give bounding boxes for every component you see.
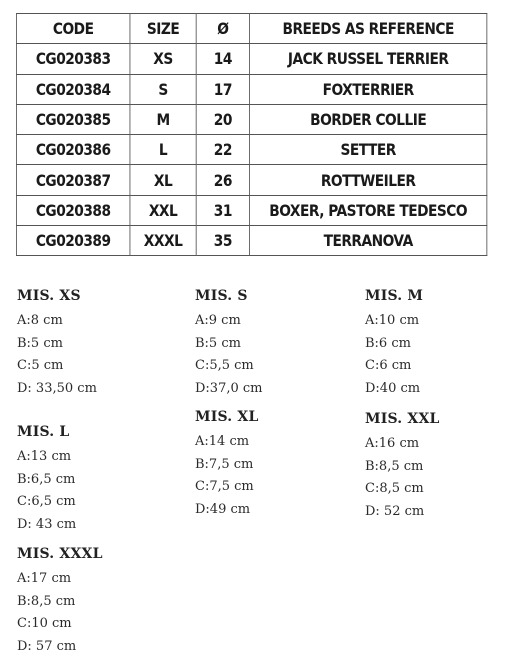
measure-c: C:7,5 cm (195, 479, 254, 494)
cell-breed: BORDER COLLIE (249, 104, 486, 134)
cell-diameter: 35 (196, 226, 249, 256)
cell-diameter: 26 (196, 165, 249, 195)
table-row (16, 226, 486, 256)
cell-code: CG020383 (16, 44, 130, 74)
measure-a: A:16 cm (365, 436, 420, 451)
measure-a: A:10 cm (365, 313, 420, 328)
cell-breed: SETTER (249, 135, 486, 165)
cell-diameter: 31 (196, 195, 249, 225)
measure-block-xl (195, 409, 259, 521)
cell-code: CG020385 (16, 104, 130, 134)
cell-size: XXXL (130, 226, 196, 256)
table-row (16, 195, 486, 225)
cell-breed: JACK RUSSEL TERRIER (249, 44, 486, 74)
measure-b: B:8,5 cm (17, 593, 76, 609)
cell-diameter: 17 (196, 74, 249, 104)
cell-code: CG020389 (16, 226, 130, 256)
measure-title: MIS. XXXL (17, 546, 103, 562)
header-diameter: Ø (196, 14, 249, 44)
size-table (16, 13, 487, 256)
measure-a: A:9 cm (195, 313, 241, 328)
table-row (16, 44, 486, 74)
cell-breed: TERRANOVA (249, 226, 486, 256)
measure-d: D:37,0 cm (195, 380, 263, 396)
measure-b: B:6,5 cm (17, 471, 76, 487)
cell-code: CG020387 (16, 165, 130, 195)
cell-size: XL (130, 165, 196, 195)
measure-d: D: 52 cm (365, 503, 425, 519)
measure-b: B:5 cm (17, 335, 63, 351)
measure-b: B:7,5 cm (195, 456, 254, 472)
table-row (16, 104, 486, 134)
measure-block-l (17, 424, 76, 536)
measure-block-m (365, 288, 423, 400)
measure-c: C:6,5 cm (17, 494, 76, 509)
table-header-row (16, 14, 486, 44)
measure-c: C:8,5 cm (365, 481, 424, 496)
cell-diameter: 14 (196, 44, 249, 74)
header-code: CODE (16, 14, 130, 44)
measure-c: C:5 cm (17, 358, 64, 373)
measure-a: A:17 cm (17, 571, 72, 586)
measure-d: D: 57 cm (17, 638, 77, 654)
measure-block-xxl (365, 411, 440, 523)
header-size: SIZE (130, 14, 196, 44)
measure-title: MIS. L (17, 424, 70, 440)
measure-d: D: 43 cm (17, 516, 77, 532)
measure-title: MIS. M (365, 288, 424, 304)
measure-a: A:14 cm (195, 434, 250, 449)
measure-d: D:40 cm (365, 380, 421, 396)
measure-title: MIS. XXL (365, 411, 440, 427)
measure-c: C:10 cm (17, 616, 72, 631)
cell-diameter: 20 (196, 104, 249, 134)
cell-code: CG020384 (16, 74, 130, 104)
measure-block-s (195, 288, 263, 400)
measure-title: MIS. XL (195, 409, 259, 425)
cell-breed: BOXER, PASTORE TEDESCO (249, 195, 486, 225)
cell-breed: FOXTERRIER (249, 74, 486, 104)
measure-a: A:13 cm (17, 449, 72, 464)
cell-size: XXL (130, 195, 196, 225)
table-row (16, 74, 486, 104)
table-row (16, 165, 486, 195)
measure-block-xs (17, 288, 97, 400)
cell-size: XS (130, 44, 196, 74)
measure-block-xxxl (17, 546, 103, 658)
measure-title: MIS. XS (17, 288, 81, 304)
measure-c: C:6 cm (365, 358, 412, 373)
measure-d: D: 33,50 cm (17, 380, 97, 396)
measure-b: B:5 cm (195, 335, 241, 351)
cell-size: S (130, 74, 196, 104)
measure-a: A:8 cm (17, 313, 63, 328)
cell-size: M (130, 104, 196, 134)
table-row (16, 135, 486, 165)
measure-b: B:8,5 cm (365, 458, 424, 474)
cell-code: CG020386 (16, 135, 130, 165)
header-breeds: BREEDS AS REFERENCE (249, 14, 486, 44)
measure-d: D:49 cm (195, 501, 251, 517)
cell-breed: ROTTWEILER (249, 165, 486, 195)
measure-c: C:5,5 cm (195, 358, 254, 373)
cell-code: CG020388 (16, 195, 130, 225)
cell-size: L (130, 135, 196, 165)
measure-title: MIS. S (195, 288, 248, 304)
cell-diameter: 22 (196, 135, 249, 165)
measure-b: B:6 cm (365, 335, 411, 351)
